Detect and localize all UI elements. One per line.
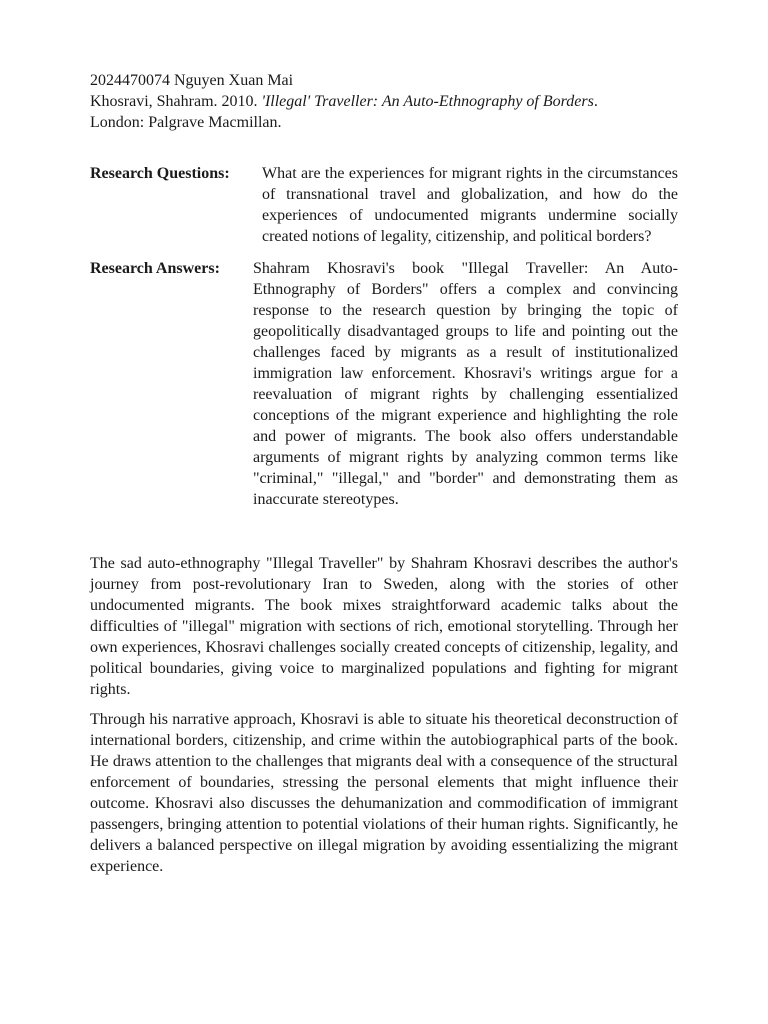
research-questions-section xyxy=(90,163,678,247)
citation-title-period: . xyxy=(593,93,598,110)
body-paragraph-1: The sad auto-ethnography "Illegal Traveller" by Shahram Khosravi describes the author's journey from post-revolutionary Iran to Sweden, along with the stories of other undocumented migrants. The book mixes straightforward academic talks about the difficulties of "illegal" migration with sections of rich, emotional storytelling. Through her own experiences, Khosravi challenges socially created concepts of citizenship, legality, and political boundaries, giving voice to marginalized populations and fighting for migrant rights. xyxy=(90,555,678,698)
research-answers-label: Research Answers: xyxy=(90,260,220,277)
body-paragraph-2: Through his narrative approach, Khosravi is able to situate his theoretical deconstruction of international borders, citizenship, and crime within the autobiographical parts of the book. He draws attention to the challenges that migrants deal with a consequence of the structural enforcement of boundaries, stressing the personal elements that might influence their outcome. Khosravi also discusses the dehumanization and commodification of immigrant passengers, bringing attention to potential violations of their human rights. Significantly, he delivers a balanced perspective on illegal migration by avoiding essentializing the migrant experience. xyxy=(90,711,678,875)
citation-publisher: London: Palgrave Macmillan. xyxy=(90,114,282,131)
research-questions-label: Research Questions: xyxy=(90,165,230,182)
research-questions-text: What are the experiences for migrant rights in the circumstances of transnational travel and globalization, and how do the experiences of undocumented migrants undermine socially created notions of legality, citizenship, and political borders? xyxy=(262,165,678,245)
document-header xyxy=(90,70,678,133)
document-page xyxy=(90,70,678,877)
citation-book-title: 'Illegal' Traveller: An Auto-Ethnography of Borders xyxy=(261,93,594,110)
citation-author-year: Khosravi, Shahram. 2010. xyxy=(90,93,262,110)
research-answers-section xyxy=(90,258,678,510)
research-answers-text: Shahram Khosravi's book "Illegal Traveller: An Auto-Ethnography of Borders" offers a complex and convincing response to the research question by bringing the topic of geopolitically disadvantaged groups to life and pointing out the challenges faced by migrants as a result of institutionalized immigration law enforcement. Khosravi's writings argue for a reevaluation of migrant rights by challenging essentialized conceptions of the migrant experience and highlighting the role and power of migrants. The book also offers understandable arguments of migrant rights by analyzing common terms like "criminal," "illegal," and "border" and demonstrating them as inaccurate stereotypes. xyxy=(253,260,678,508)
student-id-name: 2024470074 Nguyen Xuan Mai xyxy=(90,72,294,89)
citation-line xyxy=(90,91,678,112)
